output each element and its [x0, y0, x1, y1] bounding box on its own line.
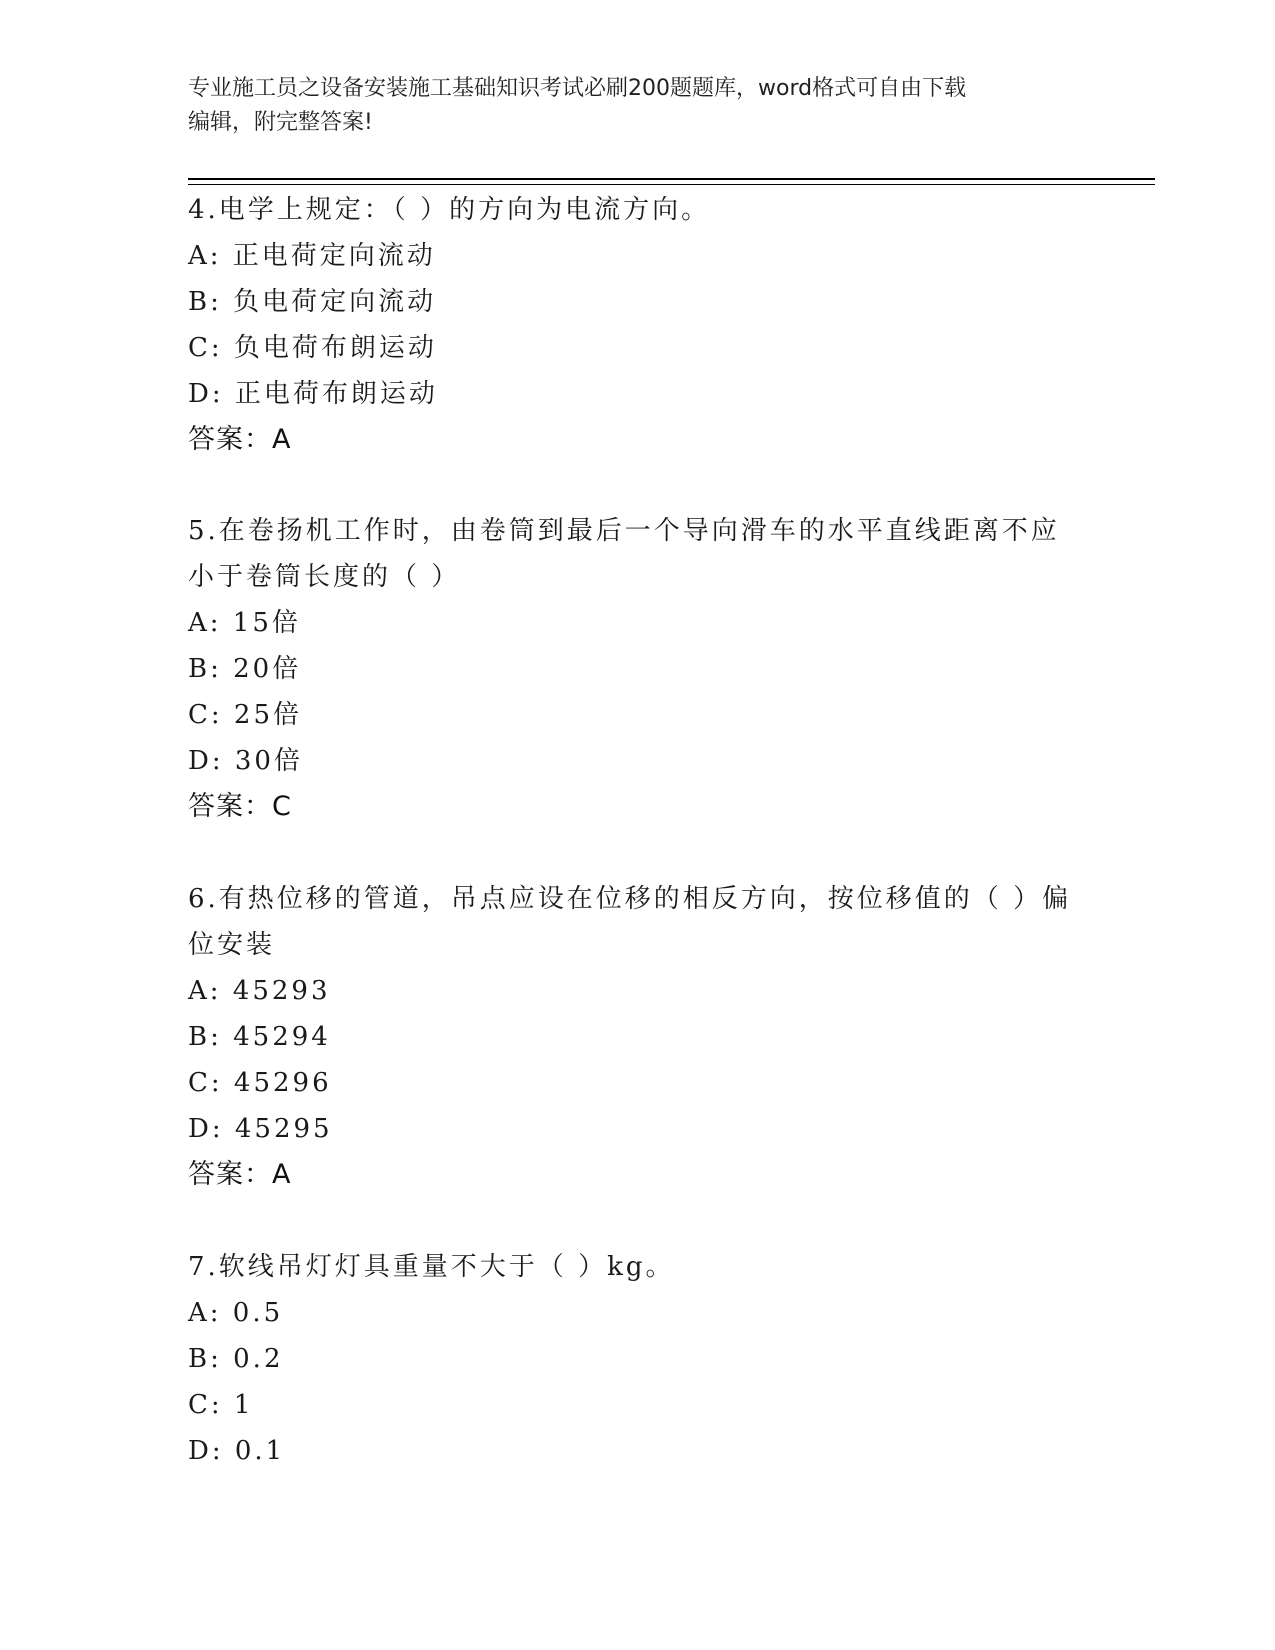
option-d: D: 正电荷布朗运动 — [188, 379, 438, 409]
option-c: C: 负电荷布朗运动 — [188, 333, 437, 363]
question-stem: 4.电学上规定：（ ）的方向为电流方向。 — [188, 195, 711, 225]
option-d: D: 30倍 — [188, 746, 303, 776]
answer-line: 答案：A — [188, 1159, 292, 1190]
question-stem: 7.软线吊灯灯具重量不大于（ ）kg。 — [188, 1252, 675, 1282]
question-5 — [188, 508, 1088, 830]
option-b: B: 20倍 — [188, 654, 302, 684]
option-c: C: 45296 — [188, 1068, 332, 1098]
option-b: B: 0.2 — [188, 1344, 284, 1374]
question-stem-line-2: 位安装 — [188, 930, 276, 960]
option-a: A: 15倍 — [188, 608, 301, 638]
question-stem-line-1: 5.在卷扬机工作时，由卷筒到最后一个导向滑车的水平直线距离不应 — [188, 516, 1060, 546]
answer-line: 答案：C — [188, 791, 292, 822]
header-line-2: 编辑，附完整答案! — [188, 110, 373, 135]
option-b: B: 45294 — [188, 1022, 331, 1052]
question-4 — [188, 187, 1088, 463]
header-divider-thick — [188, 178, 1155, 180]
question-7 — [188, 1244, 1088, 1474]
question-stem-line-1: 6.有热位移的管道，吊点应设在位移的相反方向，按位移值的（ ）偏 — [188, 884, 1072, 914]
header-divider-thin — [188, 184, 1155, 185]
option-a: A: 0.5 — [188, 1298, 284, 1328]
answer-line: 答案：A — [188, 424, 292, 455]
option-b: B: 负电荷定向流动 — [188, 287, 437, 317]
option-c: C: 25倍 — [188, 700, 303, 730]
question-stem-line-2: 小于卷筒长度的（ ） — [188, 562, 461, 592]
document-header — [188, 72, 1088, 140]
header-line-1: 专业施工员之设备安装施工基础知识考试必刷200题题库，word格式可自由下载 — [188, 76, 967, 101]
option-c: C: 1 — [188, 1390, 254, 1420]
option-a: A: 45293 — [188, 976, 331, 1006]
option-a: A: 正电荷定向流动 — [188, 241, 436, 271]
question-6 — [188, 876, 1088, 1198]
option-d: D: 0.1 — [188, 1436, 286, 1466]
option-d: D: 45295 — [188, 1114, 333, 1144]
